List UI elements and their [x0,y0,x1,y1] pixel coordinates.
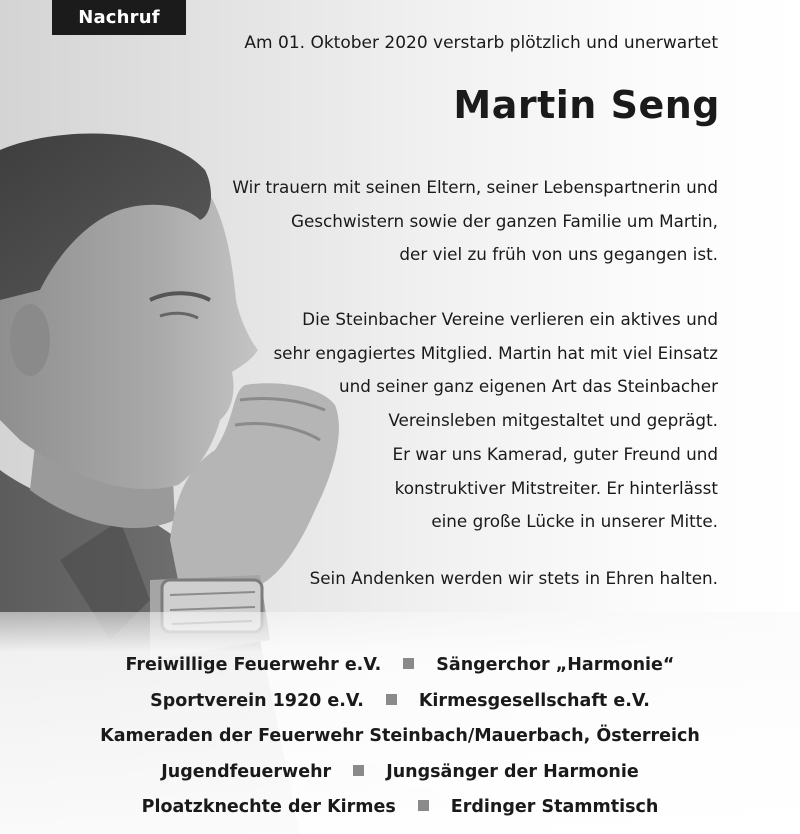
organization-name: Jungsänger der Harmonie [386,761,639,782]
organization-row [0,684,800,720]
organization-name: Erdinger Stammtisch [450,797,659,817]
organization-name: Sportverein 1920 e.V. [150,690,364,711]
text-line: eine große Lücke in unserer Mitte. [431,511,718,532]
text-line: sehr engagiertes Mitglied. Martin hat mit viel Einsatz [273,342,718,363]
organization-name: Ploatzknechte der Kirmes [141,797,396,817]
organization-row [0,790,800,826]
deceased-name: Martin Seng [453,83,720,127]
remembrance-paragraph [158,562,718,596]
square-bullet-icon [353,765,364,776]
tribute-paragraph [158,303,718,539]
text-line: Geschwistern sowie der ganzen Familie um Martin, [290,210,718,231]
text-line: konstruktiver Mitstreiter. Er hinterlässt [394,477,718,498]
text-line: Sein Andenken werden wir stets in Ehren halten. [309,568,718,588]
organization-row [0,719,800,755]
organization-name: Freiwillige Feuerwehr e.V. [125,655,382,675]
square-bullet-icon [418,800,429,811]
organization-row [0,648,800,684]
organization-name: Sängerchor „Harmonie“ [436,655,675,675]
organization-name: Jugendfeuerwehr [161,761,332,782]
text-line: und seiner ganz eigenen Art das Steinbacher [339,376,718,397]
organizations-list [0,648,800,826]
organization-name: Kameraden der Feuerwehr Steinbach/Mauerbach, Österreich [100,726,700,746]
organization-name: Kirmesgesellschaft e.V. [418,690,650,711]
text-line: Wir trauern mit seinen Eltern, seiner Lebenspartnerin und [232,177,718,197]
death-announcement-line: Am 01. Oktober 2020 verstarb plötzlich und unerwartet [244,33,718,53]
obituary-tag: Nachruf [52,0,186,35]
text-line: Vereinsleben mitgestaltet und geprägt. [388,410,718,431]
text-line: Die Steinbacher Vereine verlieren ein aktives und [302,309,718,329]
text-line: Er war uns Kamerad, guter Freund und [392,443,718,464]
square-bullet-icon [386,694,397,705]
square-bullet-icon [403,658,414,669]
mourning-paragraph [158,171,718,272]
organization-row [0,755,800,791]
text-line: der viel zu früh von uns gegangen ist. [399,244,718,265]
